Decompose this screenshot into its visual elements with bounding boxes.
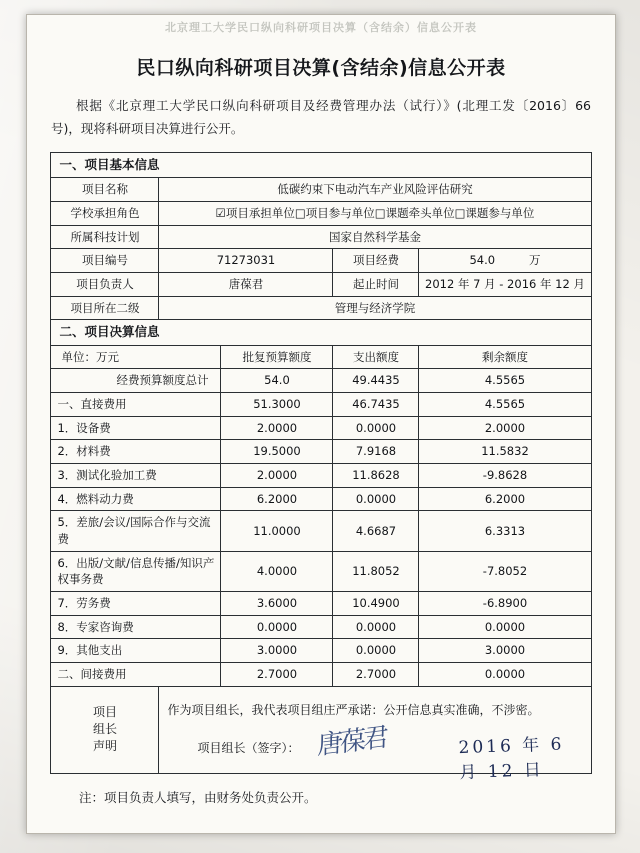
- table-row: [51, 296, 591, 320]
- budget-row-spent: 2.7000: [333, 662, 419, 686]
- budget-row-spent: 11.8052: [333, 551, 419, 591]
- watermark-text: 北京理工大学民口纵向科研项目决算（含结余）信息公开表: [165, 22, 477, 34]
- declaration-row: [51, 686, 591, 773]
- program-label: 所属科技计划: [51, 225, 159, 249]
- budget-row-spent: 0.0000: [333, 639, 419, 663]
- form-sheet: [26, 14, 616, 834]
- table-row: [51, 662, 591, 686]
- budget-row-approved: 2.0000: [221, 463, 333, 487]
- budget-row-name: 3．测试化验加工费: [51, 463, 221, 487]
- leader-value: 唐葆君: [159, 273, 333, 297]
- budget-row-approved: 11.0000: [221, 511, 333, 551]
- project-fund-value: [419, 249, 591, 273]
- signature-handwriting: 唐葆君: [317, 722, 387, 761]
- budget-row-approved: 51.3000: [221, 392, 333, 416]
- column-header-unit: 单位：万元: [51, 345, 221, 369]
- section1-heading: 一、项目基本信息: [51, 153, 591, 178]
- fund-amount: 54.0: [469, 253, 496, 268]
- declaration-text: 作为项目组长，我代表项目组庄严承诺：公开信息真实准确，不涉密。: [167, 703, 540, 718]
- table-row: [51, 591, 591, 615]
- budget-row-spent: 0.0000: [333, 416, 419, 440]
- budget-row-remain: -7.8052: [419, 551, 591, 591]
- project-name-value: 低碳约束下电动汽车产业风险评估研究: [159, 178, 591, 202]
- budget-row-spent: 10.4900: [333, 591, 419, 615]
- budget-row-name: 一、直接费用: [51, 392, 221, 416]
- table-row: [51, 615, 591, 639]
- table-row: [51, 178, 591, 202]
- budget-row-name: 2．材料费: [51, 440, 221, 464]
- budget-row-spent: 49.4435: [333, 369, 419, 393]
- column-header-spent: 支出额度: [333, 345, 419, 369]
- budget-row-approved: 3.0000: [221, 639, 333, 663]
- school-role-value: ☑项目承担单位□项目参与单位□课题牵头单位□课题参与单位: [159, 202, 591, 226]
- budget-row-remain: 11.5832: [419, 440, 591, 464]
- footer-note: 注：项目负责人填写，由财务处负责公开。: [79, 789, 317, 805]
- budget-row-remain: 2.0000: [419, 416, 591, 440]
- fund-unit: 万: [529, 253, 541, 268]
- budget-row-name: 1．设备费: [51, 416, 221, 440]
- table-row: [51, 369, 591, 393]
- declaration-label-line: 项目: [92, 704, 117, 719]
- budget-row-spent: 46.7435: [333, 392, 419, 416]
- budget-row-remain: 6.3313: [419, 511, 591, 551]
- declaration-label-line: 声明: [92, 739, 117, 754]
- declaration-body: [159, 686, 591, 783]
- declaration-label: [51, 686, 159, 773]
- budget-row-name: 9．其他支出: [51, 639, 221, 663]
- table-row: [51, 639, 591, 663]
- table-row: [51, 416, 591, 440]
- column-header-remain: 剩余额度: [419, 345, 591, 369]
- budget-row-approved: 3.6000: [221, 591, 333, 615]
- budget-row-approved: 19.5000: [221, 440, 333, 464]
- department-label: 项目所在二级: [51, 296, 159, 320]
- table-row: [51, 440, 591, 464]
- table-row: [51, 551, 591, 591]
- signature-line: [167, 722, 582, 783]
- budget-row-remain: 4.5565: [419, 392, 591, 416]
- budget-row-spent: 11.8628: [333, 463, 419, 487]
- table-row: [51, 273, 591, 297]
- budget-row-spent: 7.9168: [333, 440, 419, 464]
- budget-row-name: 4．燃料动力费: [51, 487, 221, 511]
- table-header-row: [51, 345, 591, 369]
- program-value: 国家自然科学基金: [159, 225, 591, 249]
- budget-row-name: 7．劳务费: [51, 591, 221, 615]
- project-name-label: 项目名称: [51, 178, 159, 202]
- table-row: [51, 511, 591, 551]
- budget-row-spent: 0.0000: [333, 487, 419, 511]
- department-value: 管理与经济学院: [159, 296, 591, 320]
- table-row: [51, 487, 591, 511]
- section-heading-row: [51, 153, 591, 178]
- signature-date-handwriting: 2016 年 6 月 12 日: [458, 734, 566, 783]
- budget-row-remain: 0.0000: [419, 662, 591, 686]
- table-row: [51, 392, 591, 416]
- table-row: [51, 249, 591, 273]
- table-row: [51, 225, 591, 249]
- budget-row-approved: 6.2000: [221, 487, 333, 511]
- table-row: [51, 463, 591, 487]
- period-value: 2012 年 7 月 - 2016 年 12 月: [419, 273, 591, 297]
- budget-row-remain: 0.0000: [419, 615, 591, 639]
- budget-row-name: 二、间接费用: [51, 662, 221, 686]
- project-fund-label: 项目经费: [333, 249, 419, 273]
- period-label: 起止时间: [333, 273, 419, 297]
- budget-row-name: 6．出版/文献/信息传播/知识产权事务费: [51, 551, 221, 591]
- page-title: 民口纵向科研项目决算(含结余)信息公开表: [136, 57, 506, 79]
- section2-heading: 二、项目决算信息: [51, 320, 591, 345]
- budget-row-approved: 2.0000: [221, 416, 333, 440]
- column-header-approved: 批复预算额度: [221, 345, 333, 369]
- budget-row-remain: 4.5565: [419, 369, 591, 393]
- budget-row-approved: 4.0000: [221, 551, 333, 591]
- project-code-value: 71273031: [159, 249, 333, 273]
- leader-label: 项目负责人: [51, 273, 159, 297]
- budget-row-remain: 6.2000: [419, 487, 591, 511]
- budget-row-approved: 2.7000: [221, 662, 333, 686]
- school-role-label: 学校承担角色: [51, 202, 159, 226]
- budget-row-name: 8．专家咨询费: [51, 615, 221, 639]
- declaration-label-line: 组长: [92, 721, 117, 736]
- signature-label: 项目组长（签字）：: [197, 740, 300, 755]
- project-code-label: 项目编号: [51, 249, 159, 273]
- budget-row-name: 5．差旅/会议/国际合作与交流费: [51, 511, 221, 551]
- budget-row-spent: 0.0000: [333, 615, 419, 639]
- budget-row-remain: -6.8900: [419, 591, 591, 615]
- budget-row-name: 经费预算额度总计: [51, 369, 221, 393]
- budget-row-remain: 3.0000: [419, 639, 591, 663]
- budget-row-remain: -9.8628: [419, 463, 591, 487]
- budget-row-approved: 0.0000: [221, 615, 333, 639]
- disclosure-table: [50, 152, 591, 783]
- budget-row-approved: 54.0: [221, 369, 333, 393]
- section-heading-row: [51, 320, 591, 345]
- table-row: [51, 202, 591, 226]
- intro-paragraph: 根据《北京理工大学民口纵向科研项目及经费管理办法（试行）》(北理工发〔2016〕66 号)，现将科研项目决算进行公开。: [51, 98, 591, 137]
- budget-row-spent: 4.6687: [333, 511, 419, 551]
